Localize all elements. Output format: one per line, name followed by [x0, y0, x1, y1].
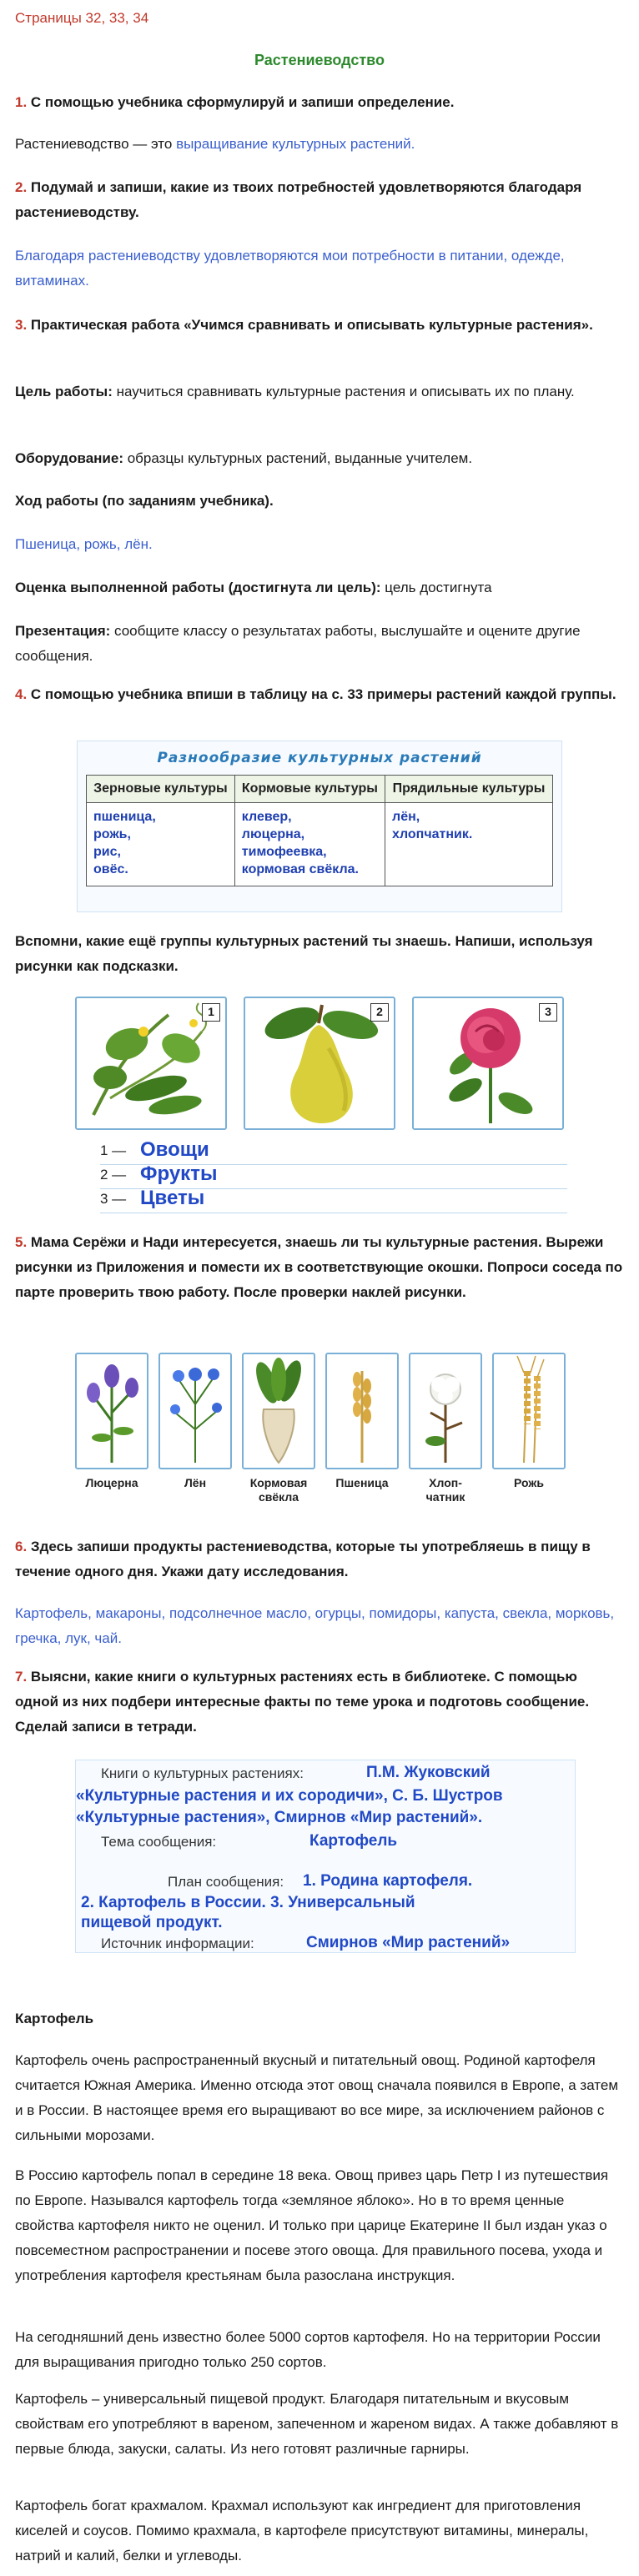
equipment-text: образцы культурных растений, выданные учителем. — [123, 450, 473, 466]
crops-table — [86, 775, 553, 886]
column-fodder: Кормовые культуры — [234, 776, 385, 803]
beet-icon — [244, 1354, 314, 1468]
essay-paragraph: Картофель богат крахмалом. Крахмал используют как ингредиент для приготовления киселей и соусов. Помимо крахмала, в картофеле присутствуют витамины, минералы, натрий и калий, белки и углеводы. — [15, 2498, 589, 2563]
presentation-text: сообщите классу о результатах работы, выслушайте и оцените другие сообщения. — [15, 623, 581, 664]
question-number: 3. — [15, 317, 28, 333]
question-number: 6. — [15, 1539, 28, 1554]
plant-caption: Лён — [184, 1476, 207, 1489]
progress-answer: Пшеница, рожь, лён. — [15, 536, 153, 552]
equipment-label: Оборудование: — [15, 450, 123, 466]
question-number: 2. — [15, 179, 28, 195]
essay-heading: Картофель — [15, 2011, 94, 2026]
plant-caption: Рожь — [514, 1476, 544, 1489]
plan-label: План сообщения: — [168, 1874, 284, 1890]
question-5 — [15, 1230, 624, 1305]
plant-caption: Люцерна — [85, 1476, 138, 1489]
picture-flower — [412, 997, 564, 1130]
answer-2: Благодаря растениеводству удовлетворяются мои потребности в питании, одежде, витаминах. — [15, 248, 565, 289]
question-6 — [15, 1534, 624, 1584]
progress-label: Ход работы (по заданиям учебника). — [15, 493, 274, 509]
answer-value: Цветы — [140, 1187, 205, 1209]
question-7 — [15, 1665, 624, 1740]
picture-number: 1 — [202, 1003, 220, 1022]
cell-fiber: лён, хлопчатник. — [385, 803, 553, 886]
evaluation-label: Оценка выполненной работы (достигнута ли цель): — [15, 580, 381, 595]
answer-number: 2 — — [100, 1167, 127, 1183]
wheat-icon — [327, 1354, 397, 1468]
picture-vegetables — [75, 997, 227, 1130]
topic-value: Картофель — [309, 1832, 398, 1850]
books-line-2: «Культурные растения и их сородичи», С. Б. Шустров — [76, 1787, 503, 1805]
table-title: Разнообразие культурных растений — [157, 750, 482, 766]
answer-row — [100, 1189, 567, 1213]
question-text: Мама Серёжи и Нади интересуется, знаешь ли ты культурные растения. Вырежи рисунки из Приложения и помести их в соответствующие окошки. Попроси соседа по парте проверить твою работу. После проверки наклей рисунки. — [15, 1234, 623, 1300]
cell-grain: пшеница, рожь, рис, овёс. — [87, 803, 235, 886]
books-line-3: «Культурные растения», Смирнов «Мир растений». — [76, 1809, 483, 1826]
picture-fruit — [244, 997, 395, 1130]
plant-caption: Хлоп- чатник — [425, 1476, 465, 1504]
goal-label: Цель работы: — [15, 384, 113, 399]
answer-value: Овощи — [140, 1138, 209, 1161]
question-number: 1. — [15, 94, 28, 110]
column-fiber: Прядильные культуры — [385, 776, 553, 803]
rye-icon — [494, 1354, 564, 1468]
followup-question: Вспомни, какие ещё группы культурных растений ты знаешь. Напиши, используя рисунки как подсказки. — [15, 933, 593, 974]
question-text: Практическая работа «Учимся сравнивать и описывать культурные растения». — [30, 317, 593, 333]
picture-number: 2 — [370, 1003, 389, 1022]
answer-1 — [15, 132, 624, 157]
plan-line-2: 2. Картофель в России. 3. Универсальный — [81, 1894, 415, 1911]
source-label: Источник информации: — [101, 1936, 254, 1951]
flax-icon — [160, 1354, 230, 1468]
books-line-1: П.М. Жуковский — [366, 1764, 491, 1781]
plan-line-3: пищевой продукт. — [81, 1914, 223, 1931]
plant-picture-wheat — [325, 1353, 399, 1469]
alfalfa-icon — [77, 1354, 147, 1468]
answer-value: Фрукты — [140, 1162, 218, 1185]
equipment-line — [15, 446, 624, 471]
answer-6: Картофель, макароны, подсолнечное масло, огурцы, помидоры, капуста, свекла, морковь, гречка, лук, чай. — [15, 1605, 615, 1646]
books-label: Книги о культурных растениях: — [101, 1765, 304, 1781]
essay-paragraph: Картофель – универсальный пищевой продукт. Благодаря питательным и вкусовым свойствам его употребляют в вареном, запеченном и жареном видах. А также добавляют в первые блюда, закуски, салаты. Из него готовят различные гарниры. — [15, 2391, 619, 2457]
question-text: Выясни, какие книги о культурных растениях есть в библиотеке. С помощью одной из них подбери интересные факты по теме урока и подготовь сообщение. Сделай записи в тетради. — [15, 1669, 590, 1735]
question-text: Подумай и запиши, какие из твоих потребностей удовлетворяются благодаря растениеводству. — [15, 179, 582, 220]
plant-caption: Кормовая свёкла — [249, 1476, 308, 1504]
essay-paragraph: На сегодняшний день известно более 5000 сортов картофеля. Но на территории России для выращивания пригодно только 250 сортов. — [15, 2329, 601, 2370]
question-text: С помощью учебника впиши в таблицу на с. 33 примеры растений каждой группы. — [30, 686, 616, 702]
answer-number: 3 — — [100, 1191, 127, 1207]
question-number: 7. — [15, 1669, 28, 1685]
page-title: Растениеводство — [254, 52, 385, 68]
answer-row — [100, 1138, 567, 1165]
question-3 — [15, 313, 624, 338]
pages-link[interactable]: Страницы 32, 33, 34 — [15, 10, 149, 26]
topic-label: Тема сообщения: — [101, 1834, 217, 1850]
question-number: 4. — [15, 686, 28, 702]
question-4 — [15, 682, 624, 707]
column-grain: Зерновые культуры — [87, 776, 235, 803]
plant-picture-cotton — [409, 1353, 482, 1469]
essay-paragraph: Картофель очень распространенный вкусный и питательный овощ. Родиной картофеля считается Южная Америка. Именно отсюда этот овощ сначала появился в Европе, а затем и в России. В настоящее время его выращивают во все мире, за исключением районов с сильными морозами. — [15, 2052, 619, 2143]
question-text: Здесь запиши продукты растениеводства, которые ты употребляешь в пищу в течение одного дня. Укажи дату исследования. — [15, 1539, 591, 1579]
picture-number: 3 — [539, 1003, 557, 1022]
source-value: Смирнов «Мир растений» — [306, 1934, 511, 1951]
plant-picture-fodder-beet — [242, 1353, 315, 1469]
question-2 — [15, 175, 624, 225]
cotton-icon — [410, 1354, 481, 1468]
goal-line — [15, 379, 624, 404]
answer-number: 1 — — [100, 1142, 127, 1158]
question-text: С помощью учебника сформулируй и запиши определение. — [30, 94, 455, 110]
library-card — [75, 1760, 576, 1953]
presentation-label: Презентация: — [15, 623, 111, 639]
plant-picture-flax — [158, 1353, 232, 1469]
essay-paragraph: В Россию картофель попал в середине 18 века. Овощ привез царь Петр I из путешествия по Европе. Назывался картофель тогда «земляное яблоко». Но в то время ценные свойства картофеля никто не оценил. И только при царице Екатерине II был издан указ о повсеместном распространении и посеве этого овоща. Для правильного посева, ухода и употребления картофеля крестьянам была разослана инструкция. — [15, 2167, 609, 2283]
evaluation-line — [15, 575, 624, 600]
presentation-line — [15, 619, 624, 669]
answer-prefix: Растениеводство — это — [15, 136, 177, 152]
answer-row — [100, 1162, 567, 1189]
plant-picture-alfalfa — [75, 1353, 148, 1469]
question-1 — [15, 90, 624, 115]
plant-caption: Пшеница — [335, 1476, 389, 1489]
question-number: 5. — [15, 1234, 28, 1250]
cell-fodder: клевер, люцерна, тимофеевка, кормовая свёкла. — [234, 803, 385, 886]
answer-text: выращивание культурных растений. — [176, 136, 415, 152]
evaluation-text: цель достигнута — [380, 580, 492, 595]
crops-table-card — [77, 741, 562, 912]
plan-line-1: 1. Родина картофеля. — [303, 1872, 473, 1890]
plant-picture-rye — [492, 1353, 566, 1469]
goal-text: научиться сравнивать культурные растения и описывать их по плану. — [112, 384, 575, 399]
